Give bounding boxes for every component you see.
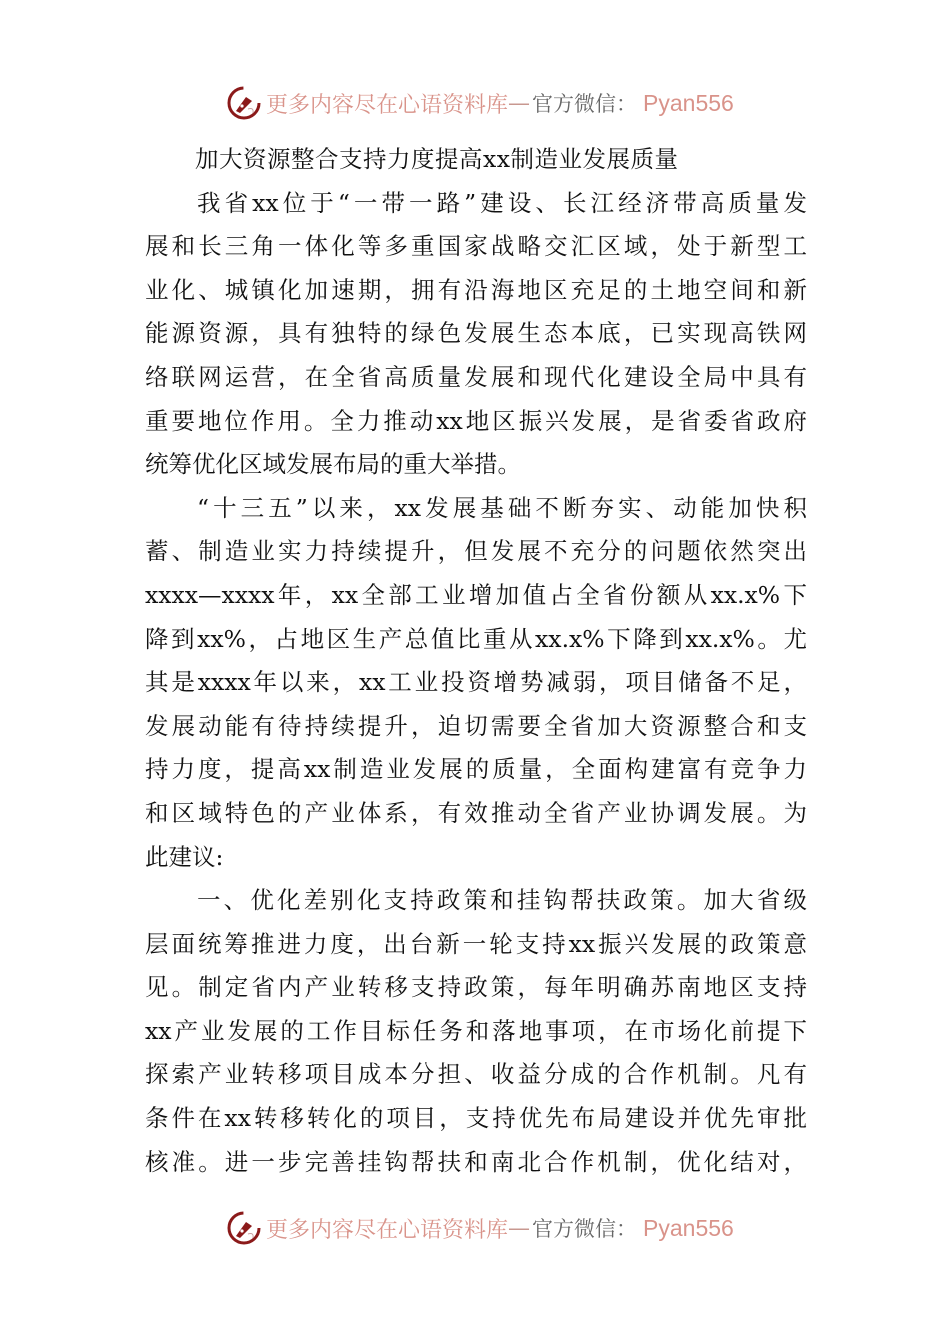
watermark-label: 官方微信：	[532, 92, 638, 116]
text-line: 层面统筹推进力度，出台新一轮支持xx振兴发展的政策意	[145, 929, 807, 958]
text-line: “十三五”以来，xx发展基础不断夯实、动能加快积	[197, 493, 807, 522]
text-line: 探索产业转移项目成本分担、收益分成的合作机制。凡有	[145, 1060, 807, 1089]
watermark-brand: 更多内容尽在心语资料库	[266, 1217, 509, 1243]
watermark-dash: —	[508, 1215, 531, 1241]
text-line: 能源资源，具有独特的绿色发展生态本底，已实现高铁网	[145, 319, 807, 348]
text-line: 和区域特色的产业体系，有效推动全省产业协调发展。为	[145, 798, 807, 827]
watermark-header	[226, 83, 734, 123]
text-line: 其是xxxx年以来，xx工业投资增势减弱，项目储备不足，	[145, 668, 807, 697]
watermark-dash: —	[508, 90, 531, 116]
text-line: 络联网运营，在全省高质量发展和现代化建设全局中具有	[145, 362, 807, 391]
pen-nib-circle-icon	[226, 85, 262, 121]
text-line: xx产业发展的工作目标任务和落地事项，在市场化前提下	[145, 1016, 807, 1045]
text-line: xxxx—xxxx年，xx全部工业增加值占全省份额从xx.x%下	[145, 580, 807, 609]
text-line: 重要地位作用。全力推动xx地区振兴发展，是省委省政府	[145, 406, 807, 435]
watermark-label: 官方微信：	[532, 1217, 638, 1241]
text-line: 核准。进一步完善挂钩帮扶和南北合作机制，优化结对，	[145, 1147, 807, 1176]
text-line: 一、优化差别化支持政策和挂钩帮扶政策。加大省级	[197, 886, 807, 915]
document-title: 加大资源整合支持力度提高xx制造业发展质量	[195, 145, 679, 173]
text-line: 见。制定省内产业转移支持政策，每年明确苏南地区支持	[145, 973, 807, 1002]
watermark-wechat-id: Pyan556	[643, 1214, 734, 1241]
text-line: 降到xx%，占地区生产总值比重从xx.x%下降到xx.x%。尤	[145, 624, 807, 653]
watermark-brand: 更多内容尽在心语资料库	[266, 92, 509, 118]
text-line: 此建议:	[145, 842, 224, 871]
watermark-footer	[226, 1208, 734, 1248]
watermark-wechat-id: Pyan556	[643, 89, 734, 116]
document-body	[145, 138, 807, 1184]
text-line: 发展动能有待持续提升，迫切需要全省加大资源整合和支	[145, 711, 807, 740]
pen-nib-circle-icon	[226, 1210, 262, 1246]
text-line: 持力度，提高xx制造业发展的质量，全面构建富有竞争力	[145, 755, 807, 784]
text-line: 业化、城镇化加速期，拥有沿海地区充足的土地空间和新	[145, 275, 807, 304]
text-line: 我省xx位于“一带一路”建设、长江经济带高质量发	[197, 188, 807, 217]
text-line: 展和长三角一体化等多重国家战略交汇区域，处于新型工	[145, 232, 807, 261]
text-line: 条件在xx转移转化的项目，支持优先布局建设并优先审批	[145, 1104, 807, 1133]
text-line: 蓄、制造业实力持续提升，但发展不充分的问题依然突出	[145, 537, 807, 566]
text-line: 统筹优化区域发展布局的重大举措。	[145, 450, 521, 479]
